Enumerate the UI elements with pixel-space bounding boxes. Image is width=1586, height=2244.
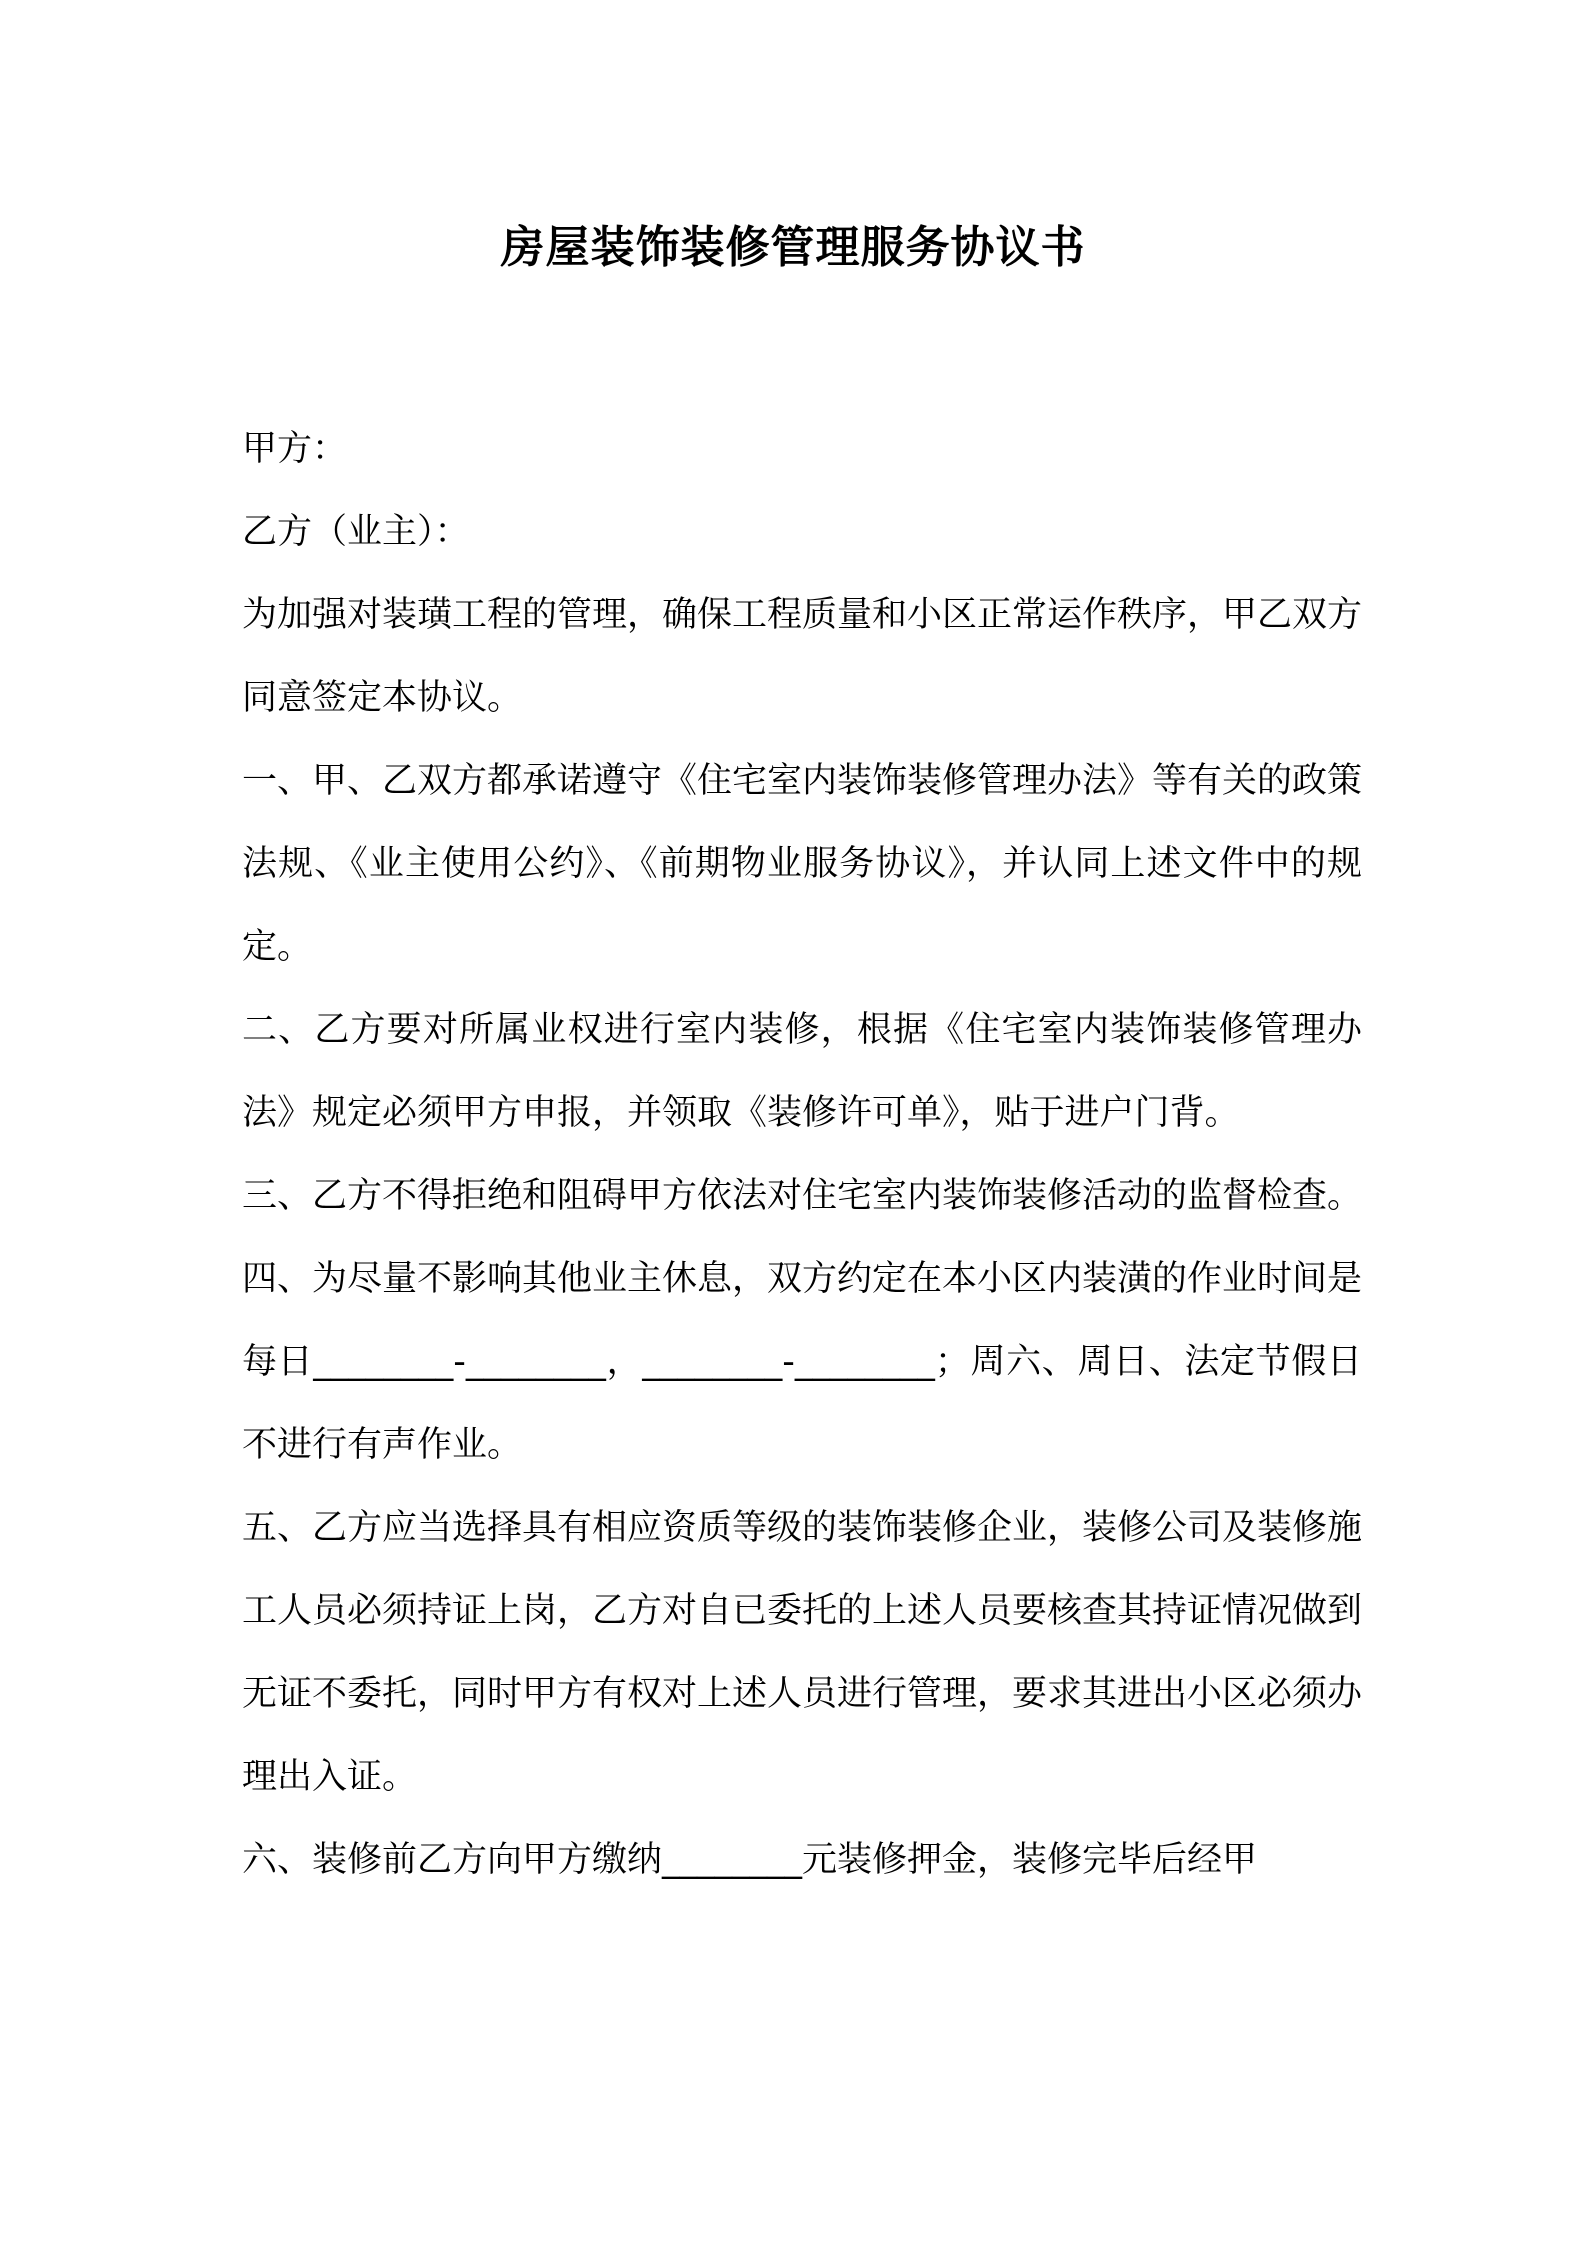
party-a-line: 甲方： [242, 429, 348, 469]
clause-1: 一、甲、乙双方都承诺遵守《住宅室内装饰装修管理办法》等有关的政策法规、《业主使用公约》、《前期物业服务协议》，并认同上述文件中的规定。 [242, 761, 1363, 967]
clause-6: 六、装修前乙方向甲方缴纳________元装修押金，装修完毕后经甲 [242, 1840, 1258, 1880]
clause-3: 三、乙方不得拒绝和阻碍甲方依法对住宅室内装饰装修活动的监督检查。 [242, 1176, 1363, 1216]
document-title: 房屋装饰装修管理服务协议书 [500, 222, 1086, 273]
clause-5: 五、乙方应当选择具有相应资质等级的装饰装修企业，装修公司及装修施工人员必须持证上岗，乙方对自已委托的上述人员要核查其持证情况做到无证不委托，同时甲方有权对上述人员进行管理，要求其进出小区必须办理出入证。 [242, 1508, 1363, 1797]
document-body [242, 408, 1362, 1902]
intro-paragraph: 为加强对装璜工程的管理，确保工程质量和小区正常运作秩序，甲乙双方同意签定本协议。 [242, 595, 1363, 718]
clause-2: 二、乙方要对所属业权进行室内装修，根据《住宅室内装饰装修管理办法》规定必须甲方申报，并领取《装修许可单》，贴于进户门背。 [242, 1010, 1362, 1133]
party-b-line: 乙方（业主）： [242, 512, 470, 552]
clause-4: 四、为尽量不影响其他业主休息，双方约定在本小区内装潢的作业时间是每日________-________，________-________；周六、周日、法定节假日不进行有声作业。 [242, 1259, 1363, 1465]
